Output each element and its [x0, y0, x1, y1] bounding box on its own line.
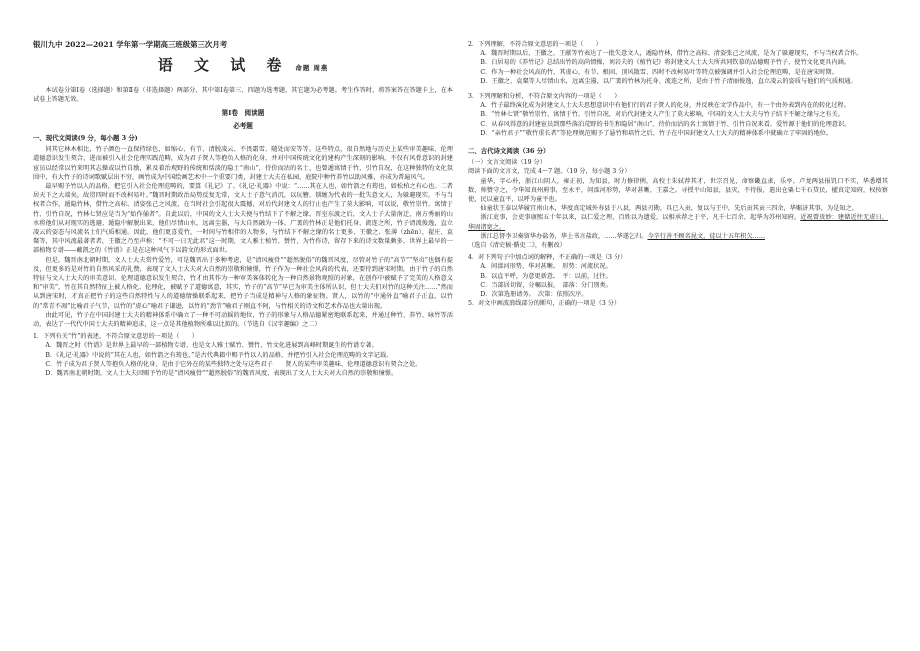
classical-paragraph: 童华，字心朴，浙江山阴人，雍正初，为知县，时力修律例，高校士朱轼荐其才，世宗召见，命察畿直隶，乐亭、卢龙两县报饥口不实，华悉增其数，帅赞守之，令华知真州府事，至永平，问滦河形势，华对甚晰，王嘉之。寻授平山知县，县灾，不待报，遣出仓粟七千石贷民，擢真定知府，权按察使，民以童直平，以呼为童平也。	[468, 177, 888, 204]
passage-paragraph: 由此可见，竹子在中国封建士大夫的精神体系中确立了一种不可动摇的地位，竹子的形象与人格品德紧密地联系起来，并通过种竹、养竹、咏竹等活动，表达了一代代中国士大夫的精神追求，这一点是其他植物所难以比拟的。（节选自《汉字趣编》之二）	[33, 311, 453, 329]
question-3-option: D．“亲竹君子”“敬竹重长者”等伦理规范赐予了悬竹和培竹之后，竹子在中国封建文人士大夫的精神体系中就确立了牢固的地位。	[480, 129, 833, 137]
question-4-option: A．问滦河形势，华对甚晰。 形势：河流状况。	[480, 263, 612, 271]
section1-heading: 一、现代文阅读(9 分，每小题 3 分)	[33, 134, 138, 143]
question-1-stem: 1．下列有关“竹”的表述，不符合原文意思的一项是（ ）	[33, 333, 198, 341]
question-3-stem: 3．下列理解和分析，不符合原文内容的一项是（ ）	[468, 93, 621, 101]
classical-paragraph: 仙童状王泰以华履宜南山木，华度真定城外寿县于八县，两县刃勘，具已入贡，复以与王中，先后贡其贡三四余，华赈济其事，为是知之。	[480, 205, 858, 213]
question-2-option: A．魏晋时期以后，王徽之、王献等竹表达了一批失意文人，遁隐竹林，借竹之高标、清姿张己之风流，是为了躲避现实，不与当权者合作。	[480, 50, 863, 58]
part1-sub: 必考题	[233, 121, 253, 130]
school-header: 银川九中 2022—2021 学年第一学期高三班级第三次月考	[33, 40, 228, 49]
question-3-option: B．“竹林七贤”敬竹崇竹、寓情于竹、引竹自况，对后代封建文人产生了莫大影响，中国的文人士大夫与竹子结下不解之缘与之有关。	[480, 111, 844, 119]
right-column	[468, 40, 888, 308]
question-2-option: B．白居易的《养竹记》总结出竹的高尚情操，刘岩夫的《植竹记》将封建文人士大夫所共同钦慕的品德赐予竹子，使竹文化更具内涵。	[480, 59, 850, 67]
question-2-option: C．作为一种社会风高的竹，其虚心、有节、根固、顶风散雪、四时不改柯易叶等特点被强调并引入社会伦理范畴，是在唐宋时期。	[480, 68, 838, 76]
classical-text: 浙江吏事，会吏事康熙五十年以来，以仁爱之理，百姓以为遗爱，以相承荐之于平，凡千七百余，起华为苏州知府。	[480, 214, 801, 222]
section2-instruction: 阅读下面的文言文，完成 4～7 题。（19 分，每小题 3 分）	[468, 168, 631, 176]
passage-paragraph: 同其它林木相比，竹子颜色一直保持绿色，如缩心、有节、清脱凌云、不畏霜雪、随处而安等等。这些特点，很自然地与历史上某些审美趣味、伦理道德意识发生契合，进而被引入社会伦理实践范畴，成为君子贤人等抱负人格的化身，并对中国传统文化的建构产生深刻的影响。不仅有风骨意识的封建宦员以经常以竹来明其志操或以竹自励，累及着治观野的传统和恬淡的隐士“南山”，待价而沽的名士，也曾遁寓情于竹，引竹自况，在这种独特的文化氛围中，有大竹子的诗词歌赋层出不穷，画竹成为中国绘画艺术中一个重要门类，封建士大夫在私园、庭院中种竹养竹以助风雅，亦成为普遍风气。	[33, 146, 453, 181]
exam-author: 命题 周燕	[295, 64, 329, 73]
underlined-phrase: 近祝曾贵妙：建储近往无虚日，华固诸宽之。	[468, 214, 889, 231]
passage-paragraph: 但是，魏晋南北朝时期，文人士大夫赏竹爱竹，可是魏晋出于多种考虑，是“清风瘦骨”“超然脱俗”的魏晋风度，尽管对竹子的“高节”“坚贞”也偶有提及，但更多的是对竹的自然风采的礼赞，表现了文人士大夫对大自然的崇敬和憧憬，竹子作为一种社会风尚的代表，还要待到唐宋时期，由于竹子的自然特征与文人士大夫的审美意识、伦理道德意识发生契合，竹才由其作为一种审美客体转化为一种自然景物观照的对象，在创作中被赋予了完美的人格意义和“审美”，竹在其自然特征上被人格化、伦理化，被赋予了道德寓意，其实，竹子的“高节”早已为审美主体所认识，但士大夫们对竹的这种关注……”然而从到唐宋时，才真正把竹子的这些自然特性与人的道德情操联系起来，把竹子当成是精神与人格的象征物。贤人，以竹的“中通外直”喻君子正直，以竹的“常青不凋”比喻君子气节，以竹的“虚心”喻君子谦逊，以竹的“劲节”喻君子刚直不阿，与竹相关的诗文和艺术作品也大量出现。	[33, 256, 453, 310]
question-5-stem: 5．对文中画波浪线部分的断句，正确的一项是（3 分）	[468, 300, 621, 308]
part1-label: 第Ⅰ卷 阅读题	[221, 108, 265, 117]
question-1-option: A．魏晋之时《竹谱》是世界上最早的一部植物专谱，也是文人雅士赋竹、赞竹、竹文化进展到高峰时期诞生的竹谱专著。	[45, 342, 378, 350]
question-1-option: C．竹子成为君子贤人等抱负人格的化身，是由于它外在的某些独特之处与这些君子 贤人的某些审美趣味、伦理道德意识有契合之处。	[45, 360, 422, 368]
question-3-option: A．竹子最终演化成为封建文人士大夫思想意识中有他们行的君子贤人的化身，并反映在文学作品中，有一个由外表到内在的转化过程。	[480, 102, 850, 110]
exam-intro: 本试卷分第Ⅰ卷（选择题）和第Ⅱ卷（非选择题）两部分，其中第Ⅰ卷第三、四题为选考题，其它题为必考题。考生作答时，将答案答在答题卡上，在本试卷上答题无效。	[33, 87, 453, 104]
classical-source: （选自《清史稿·循吏二》，有删改）	[468, 242, 566, 250]
underlined-phrase: 今辛行善不顾名昆文，徒以十五年积欠……	[647, 232, 766, 240]
question-4-option: B．以直平呼，为意更新意。 平：以前，过往。	[480, 272, 612, 280]
question-4-option: D．次第选册请务。 次第：依照次序。	[480, 291, 588, 299]
classical-text: 浙江总督李卫奏留华办盐务，华上书言盐政，……华遂乞归。	[480, 232, 648, 240]
classical-paragraph	[468, 213, 888, 231]
question-4-stem: 4．对下列句子中加点词的解释，不正确的一项是（3 分）	[468, 254, 627, 262]
left-column	[33, 40, 453, 378]
question-3-option: C．从春风得意的封建宦员到那些落泊荒野的书生和隐居“南山”、待价而沽的名士寓情于竹、引竹自况来看，爱竹源于他们的伦理意识。	[480, 120, 851, 128]
section2-heading: 二、古代诗文阅读（36 分）	[468, 147, 550, 156]
question-4-option: C．当部居切留，分嘱以报。 部落：分门别类。	[480, 281, 612, 289]
exam-title-row	[33, 56, 453, 79]
question-2-option: D．王徽之、袁粲等人尽情山水，远离尘嚣，以广袤的竹林为托身、流连之所，是由于竹子清丽俊逸，直立凌云的姿质与他们的气质相通。	[480, 77, 857, 85]
exam-title: 语 文 试 卷	[157, 56, 290, 75]
question-1-option: D．魏晋南北朝时期，文人士大夫因赐予竹的是“清风瘦骨”“超然脱俗”的魏晋风度，表现出了文人士大夫对大自然的崇敬和憧憬。	[45, 370, 398, 378]
question-1-option: B．《礼记·礼器》中说的“其在人也，如竹箭之有筠也，”是古代典籍中赐予竹以人的品格，并把竹引入社会伦理范畴的文字记载。	[45, 351, 393, 359]
question-2-stem: 2．下列理解，不符合原文意思的一项是（ ）	[468, 41, 602, 48]
passage-paragraph: 最早赐予竹以人的品格，把它引入社会伦理范畴的，要算《礼记》了。《礼记·礼器》中说：“……其在人也，如竹箭之有筠也，如松柏之有心也。二者居天下之大端矣，故贯四时而不改柯易叶。”魏晋时期政治局势反复无常，文人士子意气消沉，以玩簪、锁缠为代表的一批失意文人，为躲避现实，不与当权者合作，遁隐竹林，借竹之高标、清姿张己之风流，在当时社会引起很大震撼，对后代封建文人的行止也产生了莫大影响，可以说，敬竹崇竹、寓情于竹、引竹自况，竹林七贤应是当为“始作俑者”。自此以后，中国的文人士大夫便与竹结下了不解之缘。晋室东渡之后，文人士子大量南迁，南方秀丽的山水将他们从对现实的逃避、遁隐中解脱出来，他们尽情山水，远离尘嚣，与大自然融为一体。广袤的竹林正是他们托身、流连之所，竹子清流俊逸，直立凌云的姿态与风流名士们气质相通。因此，他们更喜爱竹，一时间与竹相伴的人物多，与竹结下不解之缘的名士更多，王徽之、张薄（zhēn）、翟庄、袁粲等，其中风流最著者者，王徽之乃至声称：“不可一日无此君”这一时期，文人雅士植竹、赞竹，为竹作诗，留存下来的诗文数量颇多，世界上最早的一部植物专谱——戴凯之的《竹谱》正是在这种风气下以韵文的形式面世。	[33, 183, 453, 255]
classical-paragraph	[468, 232, 888, 241]
section2-sub: （一）文言文阅读（19 分）	[468, 159, 546, 167]
